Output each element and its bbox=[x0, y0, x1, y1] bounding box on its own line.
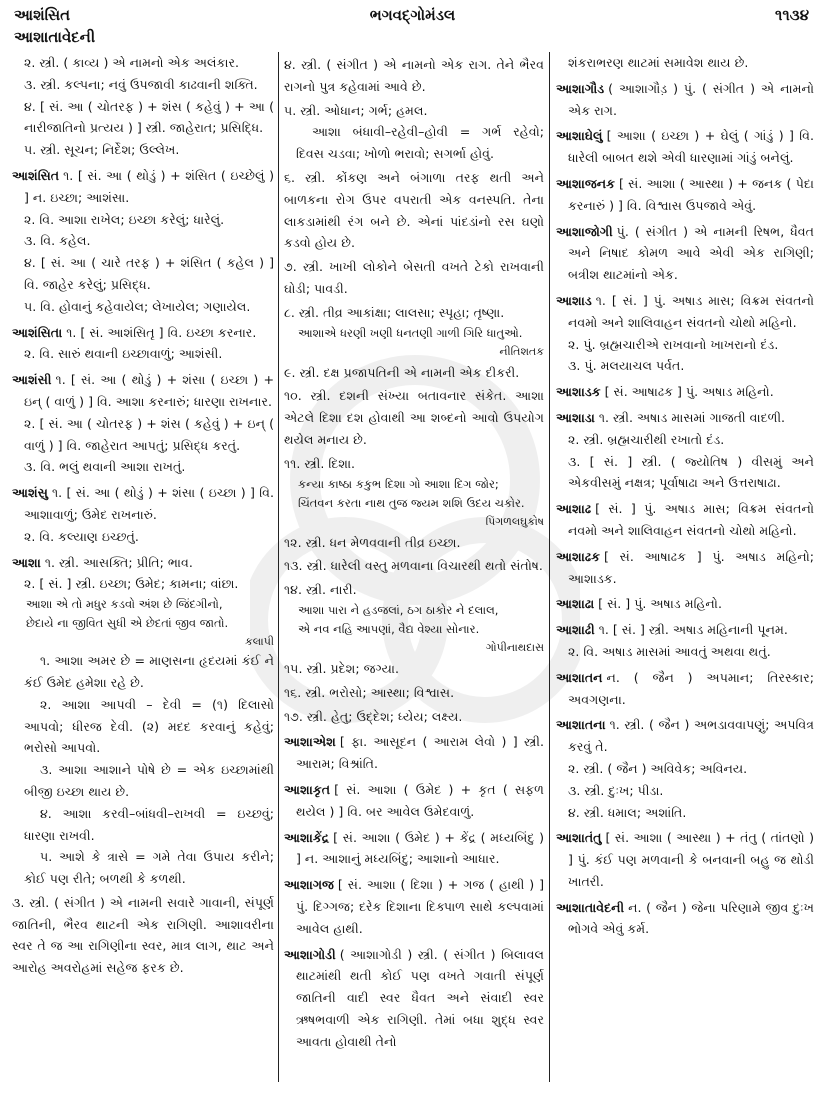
entry-sense bbox=[556, 780, 814, 802]
definition-text: [ સં. ] પું. અષાડ માસ; વિક્રમ સંવતનો નવમો અને શાલિવાહન સંવતનો ચોથો મહિનો. bbox=[568, 501, 814, 538]
definition-text: ૨. વિ. આશા રાખેલ; ઇચ્છા કરેલું; ધારેલું. bbox=[24, 211, 225, 227]
entry-sense bbox=[556, 334, 814, 356]
entry-sense bbox=[284, 532, 544, 554]
page-title: ભગવદ્ગોમંડલ bbox=[369, 6, 456, 24]
definition-text: ન. ( જૈન ) જેના પરિણામે જીવ દુઃખ ભોગવે એવું કર્મ. bbox=[568, 899, 814, 937]
headword: આશાતના bbox=[556, 717, 606, 733]
column-divider bbox=[278, 52, 279, 1082]
dictionary-entry bbox=[556, 381, 814, 403]
entry-sense bbox=[556, 52, 814, 74]
definition-text: ૧૬. સ્ત્રી. ભરોસો; આસ્થા; વિશ્વાસ. bbox=[284, 684, 455, 700]
headword: આશાગોડી bbox=[284, 946, 336, 962]
headword: આશાડ bbox=[556, 292, 592, 308]
entry-sense bbox=[12, 413, 274, 457]
entry-sense bbox=[12, 252, 274, 296]
dictionary-entry bbox=[556, 290, 814, 334]
dictionary-entry bbox=[12, 552, 274, 574]
entry-sense bbox=[556, 429, 814, 451]
headword: આશાડક bbox=[556, 384, 601, 400]
definition-text: ૧૭. સ્ત્રી. હેતુ; ઉદ્દેશ; ધ્યેય; લક્ષ્ય. bbox=[284, 708, 463, 724]
dictionary-entry bbox=[556, 619, 814, 641]
definition-text: [ સં. આશા ( આસ્થા ) + તંતુ ( તાંતણો ) ] પું. કંઈ પણ મળવાની કે બનવાની બહુ જ થોડી ખાતરી. bbox=[568, 830, 814, 889]
quotation-source bbox=[12, 633, 274, 650]
definition-text: શંકરાભરણ થાટમાં સમાવેશ થાય છે. bbox=[568, 55, 749, 70]
entry-sense bbox=[12, 230, 274, 252]
definition-text: નીતિશતક bbox=[499, 344, 544, 358]
definition-text: ૩. સ્ત્રી. ( સંગીત ) એ નામની સવારે ગાવાની, સંપૂર્ણ જાતિની, ભૈરવ થાટની એક રાગિણી. આશાવરીના સ્વર તે જ આ રાગિણીના સ્વર, માત્ર લાગ, થાટ અને આરોહ અવરોહમાં સહેજ ફરક છે. bbox=[12, 894, 274, 976]
entry-sense bbox=[284, 256, 544, 300]
definition-text: ૭. સ્ત્રી. ખાખી લોકોને બેસતી વખતે ટેકો રાખવાની ઘોડી; પાવડી. bbox=[284, 259, 544, 296]
definition-text: ૨. સ્ત્રી. બ્રહ્મચારીથી રખાતો દંડ. bbox=[568, 431, 725, 447]
entry-sense bbox=[556, 641, 814, 663]
entry-sense bbox=[284, 682, 544, 704]
quotation-line bbox=[12, 595, 274, 614]
quotation-line bbox=[284, 620, 544, 639]
entry-sense bbox=[284, 555, 544, 577]
header-first-headword: આશંસિત bbox=[14, 6, 71, 24]
dictionary-entry bbox=[556, 897, 814, 941]
column-1 bbox=[12, 52, 274, 1087]
definition-text: ૪. [ સં. આ ( ચોતરફ ) + શંસ ( કહેવું ) + આ ( નારીજાતિનો પ્રત્યય ) ] સ્ત્રી. જાહેરાત; પ્રસિદ્ધિ. bbox=[24, 98, 274, 136]
entry-sense bbox=[12, 573, 274, 595]
definition-text: કલાપી bbox=[244, 635, 274, 649]
entry-sense bbox=[284, 579, 544, 601]
definition-text: ૧. સ્ત્રી. અષાડ માસમાં ગાજતી વાદળી. bbox=[598, 409, 786, 425]
entry-sense bbox=[284, 302, 544, 324]
entry-sense bbox=[284, 54, 544, 98]
definition-text: ૩. સ્ત્રી. દુઃખ; પીડા. bbox=[568, 782, 664, 798]
entry-sense bbox=[12, 526, 274, 548]
dictionary-entry bbox=[556, 78, 814, 122]
definition-text: ૧. [ સં. આ ( થોડું ) + શંસિત ( ઇચ્છેલું ) ] ન. ઇચ્છા; આશંસા. bbox=[24, 167, 274, 205]
column-divider bbox=[549, 52, 550, 1082]
entry-sense bbox=[284, 362, 544, 384]
entry-sense bbox=[284, 453, 544, 475]
definition-text: ૩. વિ. કહેલ. bbox=[24, 233, 91, 249]
definition-text: ૩. સ્ત્રી. કલ્પના; નવું ઉપજાવી કાઢવાની શક્તિ. bbox=[24, 76, 258, 92]
definition-text: ૪. આશા કરવી–બાંધવી–રાખવી = ઇચ્છવું; ધારણા રાખવી. bbox=[24, 805, 274, 843]
headword: આશાઢ bbox=[556, 501, 592, 517]
quotation-source bbox=[284, 513, 544, 530]
definition-text: ૨. વિ. સારું થવાની ઇચ્છાવાળું; આશંસી. bbox=[24, 346, 223, 362]
definition-text: ૨. સ્ત્રી. ( જૈન ) અવિવેક; અવિનય. bbox=[568, 760, 748, 776]
definition-text: ૨. આશા આપવી – દેવી = (૧) દિલાસો આપવો; ધીરજ દેવી. (૨) મદદ કરવાનું કહેવું; ભરોસો આપવો. bbox=[24, 696, 274, 756]
headword: આશંસી bbox=[12, 372, 52, 388]
dictionary-entry bbox=[556, 407, 814, 429]
definition-text: ૬. સ્ત્રી. કોંકણ અને બંગાળા તરફ થતી અને બાળકના રોગ ઉપર વપરાતી એક વનસ્પતિ. તેના લાકડામાંથી રંગ બને છે. એનાં પાંદડાંનો રસ ઘણો કડવો હોય છે. bbox=[284, 169, 544, 251]
dictionary-entry bbox=[556, 498, 814, 542]
definition-text: [ ફા. આસૂદન ( આરામ લેવો ) ] સ્ત્રી. આરામ; વિશ્રાંતિ. bbox=[296, 734, 544, 772]
definition-text: [ સં. આશા ( ઉમેદ ) + કેંદ્ર ( મધ્યબિંદુ ) ] ન. આશાનું મધ્યબિંદુ; આશાનો આધાર. bbox=[296, 829, 544, 867]
definition-text: ૧. [ સં. ] પું. અષાડ માસ; વિક્રમ સંવતનો નવમો અને શાલિવાહન સંવતનો ચોથો મહિનો. bbox=[568, 292, 814, 330]
idiom-sense bbox=[12, 650, 274, 694]
definition-text: પિંગળલઘુકોષ bbox=[485, 514, 544, 528]
dictionary-entry bbox=[556, 173, 814, 217]
definition-text: ૧૫. સ્ત્રી. પ્રદેશ; જગ્યા. bbox=[284, 660, 399, 676]
entry-sense bbox=[556, 355, 814, 377]
definition-text: આશા પારા ને હડજલાં, ઠગ ઠાકોર ને દલાલ, bbox=[298, 602, 499, 617]
definition-text: [ સં. આશા ( ઉમેદ ) + કૃત ( સફળ થયેલ ) ] વિ. બર આવેલ ઉમેદવાળું. bbox=[296, 781, 544, 819]
quotation-line bbox=[284, 601, 544, 620]
definition-text: ૧. [ સં. આશંસિતૃ ] વિ. ઇચ્છા કરનાર. bbox=[66, 324, 257, 340]
headword: આશા bbox=[12, 554, 41, 570]
definition-text: [ સં. આશા ( દિશા ) + ગજ ( હાથી ) ] પું. દિગ્ગજ; દરેક દિશાના દિક્પાળ સાથે કલ્પવામાં આવેલ હાથી. bbox=[296, 877, 544, 936]
dictionary-entry bbox=[556, 714, 814, 758]
definition-text: [ સં. ] પું. અષાડ મહિનો. bbox=[598, 596, 722, 612]
quotation-line bbox=[284, 324, 544, 343]
quotation-source bbox=[284, 639, 544, 656]
definition-text: ૩. આશા આશાને પોષે છે = એક ઇચ્છામાંથી બીજી ઇચ્છા થાય છે. bbox=[24, 762, 274, 799]
quotation-line bbox=[284, 494, 544, 513]
definition-text: ૩. વિ. ભલું થવાની આશા રાખતું. bbox=[24, 459, 186, 475]
headword: આશાગૌડ bbox=[556, 80, 605, 96]
definition-text: એ નવ નહિ આપણાં, વૈદ્ય વેશ્યા સોનાર. bbox=[298, 621, 480, 636]
headword: આશાજોગી bbox=[556, 223, 613, 239]
definition-text: ૮. સ્ત્રી. તીવ્ર આકાંક્ષા; લાલસા; સ્પૃહા; તૃષ્ણા. bbox=[284, 304, 505, 320]
definition-text: આશાએ ધરણી ખણી ધનતણી ગાળી ગિરિ ધાતુઓ. bbox=[298, 325, 523, 340]
definition-text: ( આશાગૌડ઼ ) પું. ( સંગીત ) એ નામનો એક રાગ. bbox=[568, 80, 814, 118]
definition-text: ૫. સ્ત્રી. સૂચન; નિર્દેશ; ઉલ્લેખ. bbox=[24, 142, 180, 158]
definition-text: ( આશાગોડી ) સ્ત્રી. ( સંગીત ) બિલાવલ થાટમાંથી થતી કોઈ પણ વખતે ગવાતી સંપૂર્ણ જાતિની વાદી સ્વર ધૈવત અને સંવાદી સ્વર ઋષભવાળી એક રાગિણી. તેમાં બધા શુદ્ધ સ્વર આવતા હોવાથી તેનો bbox=[296, 946, 544, 1049]
column-2 bbox=[284, 52, 544, 1087]
definition-text: ૧. સ્ત્રી. ( જૈન ) અભડાવવાપણું; અપવિત્ર કરવું તે. bbox=[568, 717, 814, 755]
entry-sense bbox=[12, 52, 274, 74]
dictionary-entry bbox=[284, 827, 544, 871]
dictionary-entry bbox=[556, 125, 814, 169]
entry-sense bbox=[284, 167, 544, 254]
headword: આશાઢી bbox=[556, 622, 595, 638]
definition-text: ૪. સ્ત્રી. ધમાલ; અશાંતિ. bbox=[568, 804, 687, 820]
quotation-line bbox=[12, 614, 274, 633]
entry-sense bbox=[12, 74, 274, 96]
headword: આશાઘેલું bbox=[556, 128, 603, 144]
dictionary-entry bbox=[556, 593, 814, 615]
definition-text: ૨. વિ. કલ્યાણ ઇચ્છતું. bbox=[24, 528, 139, 544]
definition-text: ન. ( જૈન ) અપમાન; તિરસ્કાર; અવગણના. bbox=[568, 669, 814, 707]
definition-text: ૨. [ સં. આ ( ચોતરફ ) + શંસ ( કહેવું ) + ઇન્ ( વાળું ) ] વિ. જાહેરાત આપતું; પ્રસિદ્ધ કરતું. bbox=[24, 415, 274, 453]
entry-sense bbox=[12, 456, 274, 478]
entry-sense bbox=[284, 100, 544, 122]
definition-text: ૫. વિ. હોવાનું કહેવાયેલ; લેખાયેલ; ગણાયેલ. bbox=[24, 298, 251, 314]
definition-text: ૩. પું. મલયાચલ પર્વત. bbox=[568, 358, 685, 374]
definition-text: [ સં. આશા ( આસ્થા ) + જનક ( પેદા કરનારું ) ] વિ. વિશ્વાસ ઉપજાવે એવું. bbox=[568, 175, 814, 213]
dictionary-entry bbox=[556, 667, 814, 711]
headword: આશાઢા bbox=[556, 596, 595, 612]
dictionary-entry bbox=[12, 322, 274, 344]
definition-text: છેદાયે ના જીવિત સુધી એ છેદતાં જીવ જાતો. bbox=[26, 616, 229, 631]
definition-text: ૧. [ સં. ] સ્ત્રી. અષાડ મહિનાની પૂનમ. bbox=[598, 622, 788, 638]
definition-text: ૨. પું. બ્રહ્મચારીએ રાખવાનો ખાખરાનો દંડ. bbox=[568, 336, 779, 352]
page-number: ૧૧૩૪ bbox=[775, 6, 809, 24]
entry-sense bbox=[12, 96, 274, 140]
definition-text: આશા એ તો મધુર કડવો અંશ છે જિંદગીનો, bbox=[26, 597, 223, 612]
idiom-sense bbox=[284, 121, 544, 165]
definition-text: ૧૪. સ્ત્રી. નારી. bbox=[284, 582, 357, 598]
headword: આશાતાવેદની bbox=[556, 899, 625, 915]
headword: આશાતન bbox=[556, 669, 603, 685]
quotation-line bbox=[284, 475, 544, 494]
definition-text: ૧. સ્ત્રી. આસક્તિ; પ્રીતિ; ભાવ. bbox=[44, 554, 193, 570]
dictionary-entry bbox=[284, 779, 544, 823]
headword: આશાગજ bbox=[284, 877, 334, 893]
definition-text: ૧૩. સ્ત્રી. ધારેલી વસ્તુ મળવાના વિચારથી થતો સંતોષ. bbox=[284, 558, 543, 574]
dictionary-entry bbox=[556, 221, 814, 286]
entry-sense bbox=[556, 802, 814, 824]
entry-sense bbox=[12, 892, 274, 979]
headword: આશાએશ bbox=[284, 734, 336, 750]
headword: આશાકૃત bbox=[284, 781, 331, 797]
definition-text: પું. ( સંગીત ) એ નામની રિષભ, ધૈવત અને નિષાદ કોમળ આવે એવી એક રાગિણી; બત્રીશ થાટમાંનો એક. bbox=[568, 223, 814, 283]
dictionary-entry bbox=[284, 731, 544, 775]
definition-text: [ આશા ( ઇચ્છા ) + ઘેલું ( ગાંડું ) ] વિ. ધારેલી બાબત થશે એવી ધારણામાં ગાંડું બનેલું. bbox=[568, 128, 814, 166]
definition-text: ૫. આશે કે ત્રાસે = ગમે તેવા ઉપાય કરીને; કોઈ પણ રીતે; બળથી કે કળથી. bbox=[24, 849, 274, 887]
entry-sense bbox=[556, 451, 814, 495]
dictionary-entry bbox=[12, 369, 274, 413]
definition-text: ૩. [ સં. ] સ્ત્રી. ( જ્યોતિષ ) વીસમું અને એકવીસમું નક્ષત્ર; પૂર્વાષાઢા અને ઉત્તરાષાઢા. bbox=[568, 453, 814, 491]
entry-sense bbox=[12, 139, 274, 161]
entry-sense bbox=[12, 296, 274, 318]
headword: આશાતંતુ bbox=[556, 830, 602, 846]
headword: આશાજનક bbox=[556, 175, 616, 191]
definition-text: ૧. આશા અમર છે = માણસના હૃદયમાં કંઈ ને કંઈ ઉમેદ હમેશા રહે છે. bbox=[24, 653, 274, 690]
definition-text: ૪. સ્ત્રી. ( સંગીત ) એ નામનો એક રાગ. તેને ભૈરવ રાગનો પુત્ર કહેવામાં આવે છે. bbox=[284, 57, 544, 94]
dictionary-entry bbox=[556, 827, 814, 892]
entry-sense bbox=[12, 209, 274, 231]
definition-text: ૯. સ્ત્રી. દક્ષ પ્રજાપતિની એ નામની એક દીકરી. bbox=[284, 364, 520, 380]
entry-sense bbox=[556, 758, 814, 780]
definition-text: [ સં. આષાઢક ] પું. અષાડ મહિનો; આશાડક. bbox=[568, 548, 814, 586]
quotation-source bbox=[284, 343, 544, 360]
definition-text: ૨. સ્ત્રી. ( કાવ્ય ) એ નામનો એક અલંકાર. bbox=[24, 55, 240, 70]
headword: આશાકેંદ્ર bbox=[284, 829, 330, 845]
idiom-sense bbox=[12, 846, 274, 890]
idiom-sense bbox=[12, 694, 274, 759]
headword: આશાઢક bbox=[556, 548, 600, 564]
definition-text: ૪. [ સં. આ ( ચારે તરફ ) + શંસિત ( કહેલ ) ] વિ. જાહેર કરેલું; પ્રસિદ્ધ. bbox=[24, 255, 274, 292]
definition-text: ૧. [ સં. આ ( થોડું ) + શંસા ( ઇચ્છા ) ] વિ. આશાવાળું; ઉમેદ રાખનારું. bbox=[24, 485, 274, 522]
definition-text: ગોપીનાથદાસ bbox=[485, 640, 544, 654]
headword: આશંસિતા bbox=[12, 324, 63, 340]
definition-text: ૧૨. સ્ત્રી. ધન મેળવવાની તીવ્ર ઇચ્છા. bbox=[284, 534, 461, 550]
headword: આશંસિત bbox=[12, 167, 60, 183]
definition-text: ૧૧. સ્ત્રી. દિશા. bbox=[284, 455, 356, 471]
dictionary-entry bbox=[556, 546, 814, 590]
definition-text: ૨. [ સં. ] સ્ત્રી. ઇચ્છા; ઉમેદ; કામના; વાંછા. bbox=[24, 576, 239, 592]
definition-text: ચિંતવન કરતા નાથ તુજ જ્યમ શશિ ઉદય ચકોર. bbox=[298, 495, 525, 510]
definition-text: [ સં. આષાઢક ] પું. અષાડ મહિનો. bbox=[604, 384, 774, 400]
headword: આશંસુ bbox=[12, 485, 48, 501]
idiom-sense bbox=[12, 759, 274, 803]
definition-text: ૧૦. સ્ત્રી. દશની સંખ્યા બતાવનાર સંકેત. આશા એટલે દિશા દશ હોવાથી આ શબ્દનો આવો ઉપયોગ થયેલ મનાય છે. bbox=[284, 388, 544, 447]
headword: આશાડા bbox=[556, 409, 595, 425]
column-3 bbox=[556, 52, 814, 1087]
definition-text: કન્યા કાષ્ઠા કકુભ દિશા ગો આશા દિગ જોર; bbox=[298, 476, 499, 491]
dictionary-entry bbox=[12, 482, 274, 526]
definition-text: ૫. સ્ત્રી. ઓધાન; ગર્ભ; હમલ. bbox=[284, 102, 428, 118]
definition-text: આશા બંધાવી–રહેવી–હોવી = ગર્ભ રહેવો; દિવસ ચડવા; ખોળો ભરાવો; સગર્ભા હોવું. bbox=[296, 124, 544, 162]
definition-text: ૨. વિ. અષાડ માસમાં આવતું અથવા થતું. bbox=[568, 643, 771, 659]
entry-sense bbox=[284, 385, 544, 450]
dictionary-entry bbox=[284, 874, 544, 939]
idiom-sense bbox=[12, 803, 274, 847]
dictionary-entry bbox=[12, 165, 274, 209]
entry-sense bbox=[12, 343, 274, 365]
entry-sense bbox=[284, 658, 544, 680]
entry-sense bbox=[284, 706, 544, 728]
header-last-headword: આશાતાવેદની bbox=[14, 28, 96, 46]
dictionary-entry bbox=[284, 944, 544, 1053]
definition-text: ૧. [ સં. આ ( થોડું ) + શંસા ( ઇચ્છા ) + ઇન્ ( વાળું ) ] વિ. આશા કરનારું; ધારણા રાખનાર. bbox=[24, 372, 274, 409]
